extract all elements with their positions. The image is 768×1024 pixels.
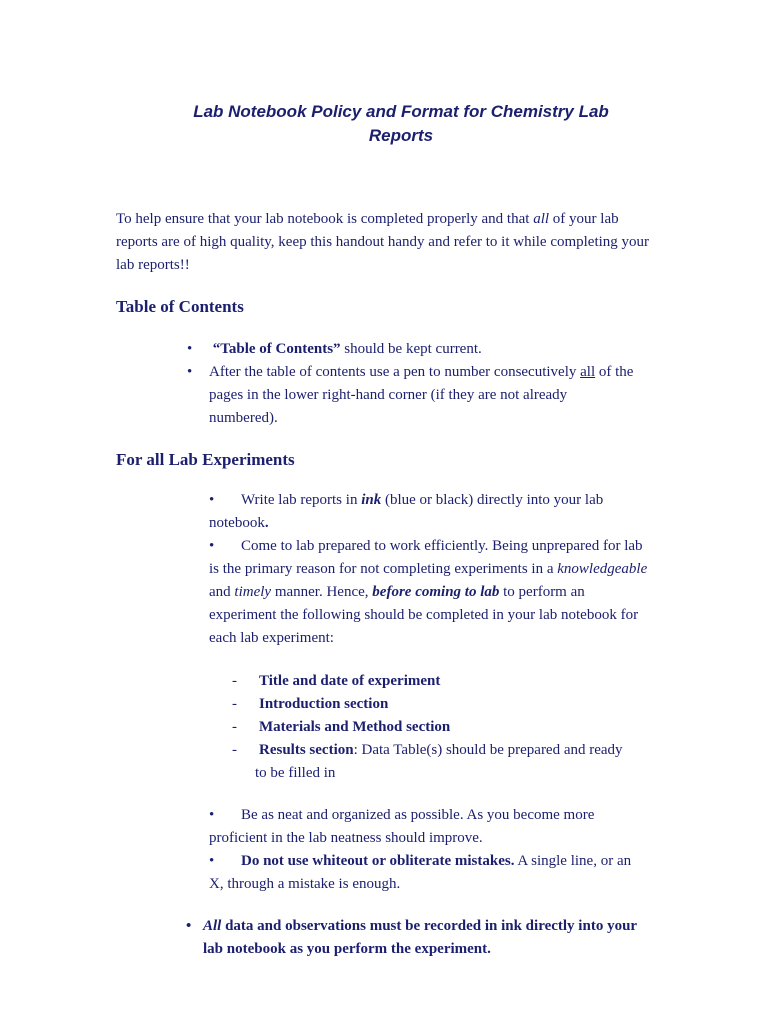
dash-marker: - [232,742,237,758]
section-results: Results section [259,742,354,758]
section-results-text: : Data Table(s) should be prepared and ready [353,742,623,758]
title-line-2: Reports [368,126,434,145]
final-all-emphasis: All [203,918,222,934]
section-results-continuation: to be filled in [255,765,336,781]
bullet-icon: • [209,538,215,554]
toc-list [187,338,639,430]
list-item [209,535,649,650]
list-item [209,850,649,896]
toc-heading: Table of Contents [116,297,244,316]
intro-text-1: To help ensure that your lab notebook is completed properly and that [116,211,534,227]
labs-item4-text: A single line, or an X, through a mistake is enough. [209,853,632,892]
bullet-icon: • [209,807,215,823]
dash-marker: - [232,719,237,735]
bullet-icon: • [187,341,193,357]
labs-item2-and: and [209,584,235,600]
intro-paragraph [116,208,656,277]
labs-item2-text-2: to perform an experiment the following should be completed in your lab notebook for each lab experiment: [209,584,639,646]
list-item [232,739,652,785]
intro-text-2: of your lab reports are of high quality, keep this handout handy and refer to it while completing your lab reports!! [116,211,650,273]
dash-marker: - [232,673,237,689]
toc-item1-text: should be kept current. [340,341,482,357]
bullet-icon: • [209,853,215,869]
required-sections-list [232,670,652,785]
list-item [232,693,652,716]
bullet-icon: • [209,492,215,508]
labs-item2-before-lab: before coming to lab [372,584,500,600]
document-title [150,100,652,148]
labs-item3-text: Be as neat and organized as possible. As you become more proficient in the lab neatness should improve. [209,807,595,846]
labs-item1-ink: ink [361,492,382,508]
bullet-icon: • [187,364,193,380]
final-list [186,915,646,961]
toc-item2-text-2: of the pages in the lower right-hand corner (if they are not already numbered). [209,364,634,426]
labs-item1-text-1: Write lab reports in [241,492,362,508]
labs-item2-text-1: Come to lab prepared to work efficiently. Being unprepared for lab is the primary reason for not completing experiments in a [209,538,643,577]
list-item [209,804,649,850]
toc-item1-bold: “Table of Contents” [212,341,341,357]
toc-item2-underlined: all [580,364,596,380]
list-item [209,489,649,535]
labs-item2-knowledgeable: knowledgeable [557,561,648,577]
bullet-icon: • [186,918,192,934]
labs-item1-period: . [264,515,269,531]
intro-all-emphasis: all [533,211,550,227]
title-line-1: Lab Notebook Policy and Format for Chemistry Lab [193,102,609,121]
labs-item1-text-2: (blue or black) directly into your lab notebook [209,492,604,531]
dash-marker: - [232,696,237,712]
list-item [232,716,652,739]
labs-list-continued [209,804,649,896]
list-item [232,670,652,693]
section-introduction: Introduction section [259,696,389,712]
labs-item2-manner: manner. Hence, [271,584,373,600]
labs-item4-bold: Do not use whiteout or obliterate mistakes. [241,853,515,869]
final-text: data and observations must be recorded in ink directly into your lab notebook as you perform the experiment. [203,918,637,957]
labs-list [209,489,649,650]
section-materials-method: Materials and Method section [259,719,451,735]
list-item [187,338,639,361]
labs-heading: For all Lab Experiments [116,450,295,469]
toc-item2-text-1: After the table of contents use a pen to number consecutively [209,364,581,380]
list-item [186,915,646,961]
labs-item2-timely: timely [234,584,272,600]
section-title-date: Title and date of experiment [259,673,441,689]
list-item [187,361,639,430]
